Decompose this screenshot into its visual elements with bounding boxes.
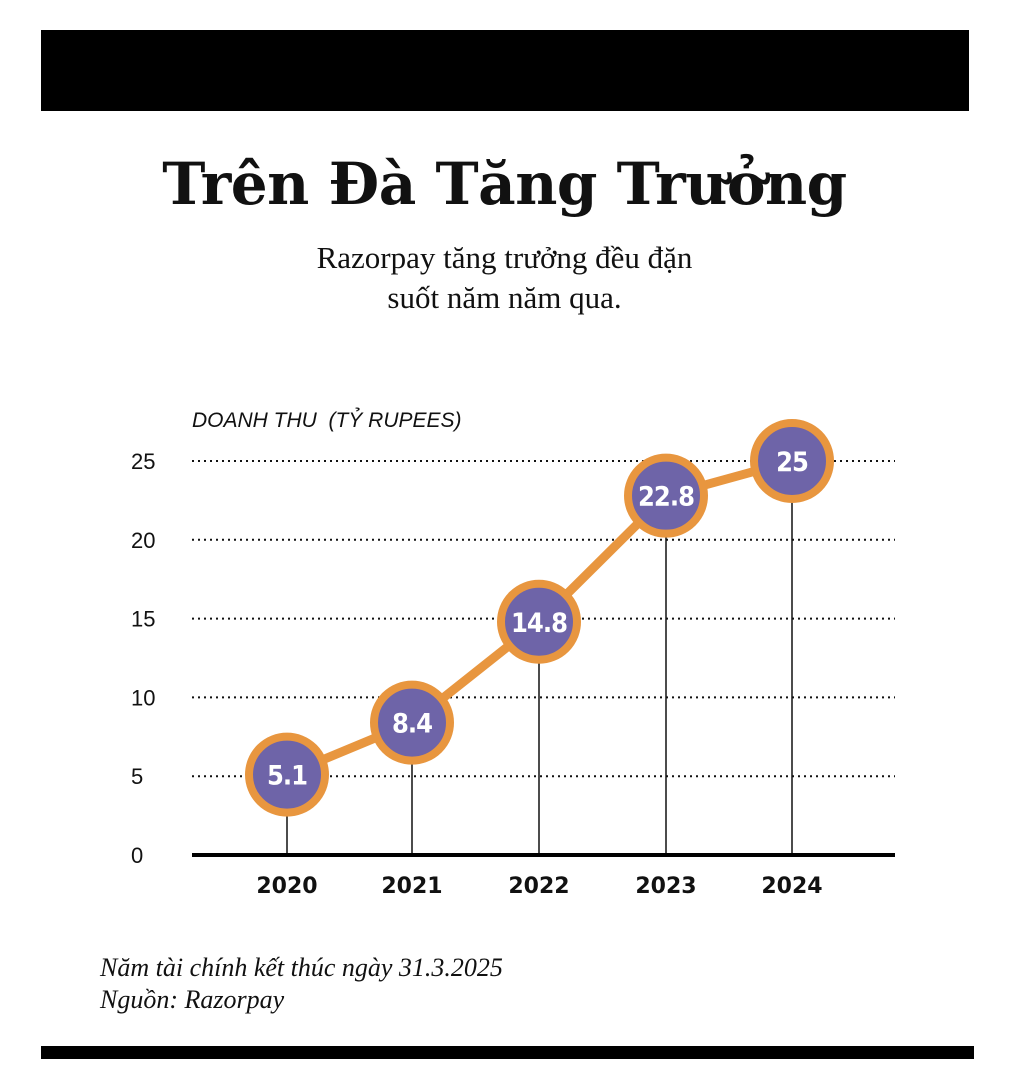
y-tick-label: 25 bbox=[131, 449, 156, 474]
y-tick-label: 10 bbox=[131, 685, 156, 711]
data-value-label: 8.4 bbox=[391, 708, 433, 740]
y-tick-label: 0 bbox=[131, 843, 144, 868]
y-axis-title: DOANH THU (TỶ RUPEES) bbox=[192, 409, 462, 432]
chart-title: Trên Đà Tăng Trưởng bbox=[162, 150, 847, 218]
data-value-label: 25 bbox=[776, 447, 808, 478]
x-tick-label: 2021 bbox=[381, 874, 443, 899]
fiscal-year-note: Năm tài chính kết thúc ngày 31.3.2025 bbox=[100, 953, 503, 982]
data-value-label: 14.8 bbox=[511, 607, 567, 639]
y-tick-label: 15 bbox=[131, 606, 156, 632]
x-tick-label: 2022 bbox=[508, 874, 570, 899]
x-tick-label: 2023 bbox=[635, 874, 697, 899]
subtitle-line-2: suốt năm năm qua. bbox=[387, 280, 622, 315]
x-tick-label: 2024 bbox=[761, 874, 823, 899]
data-value-label: 5.1 bbox=[266, 760, 308, 792]
subtitle-line-1: Razorpay tăng trưởng đều đặn bbox=[316, 240, 693, 275]
y-tick-label: 20 bbox=[131, 527, 156, 553]
x-tick-label: 2020 bbox=[256, 874, 318, 899]
x-axis-ticks bbox=[256, 874, 822, 899]
data-value-label: 22.8 bbox=[638, 481, 694, 513]
y-tick-label: 5 bbox=[131, 764, 144, 790]
source-note: Nguồn: Razorpay bbox=[100, 985, 285, 1014]
y-axis-ticks bbox=[131, 449, 155, 868]
footer-rule bbox=[41, 1046, 974, 1059]
